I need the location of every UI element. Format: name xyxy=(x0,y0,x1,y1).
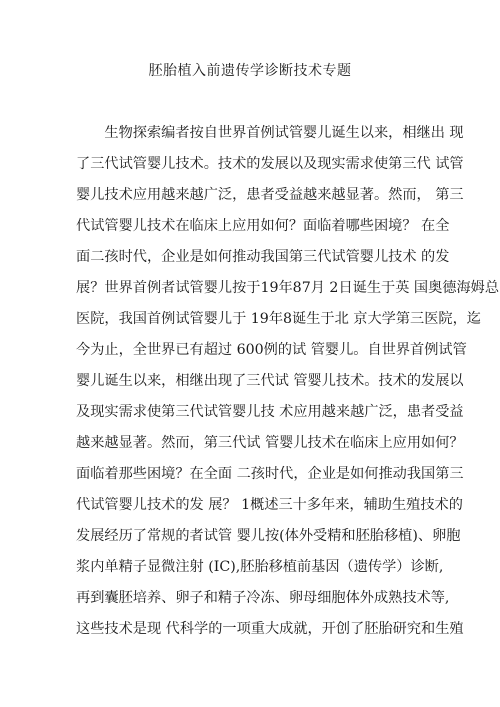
body-line-6: 展？世界首例者试管婴儿按于19年87月 2日诞生于英 国奥德海姆总 xyxy=(76,280,500,296)
body-line-4: 代试管婴儿技术在临床上应用如何？面临着哪些困境？ 在全 xyxy=(76,218,450,234)
body-line-12: 面临着那些困境？在全面 二孩时代，企业是如何推动我国第三 xyxy=(76,466,464,482)
body-line-11: 越来越显著。然而，第三代试 管婴儿技术在临床上应用如何？ xyxy=(76,435,464,451)
body-line-15: 浆内单精子显微注射 (IC),胚胎移植前基因（遗传学）诊断, xyxy=(76,559,444,575)
body-line-14: 发展经历了常规的者试管 婴儿按(体外受精和胚胎移植)、卵胞 xyxy=(76,528,461,544)
body-line-9: 婴儿诞生以来，相继出现了三代试 管婴儿技术。技术的发展以 xyxy=(76,373,464,389)
body-line-10: 及现实需求使第三代试管婴儿技 术应用越来越广泛，患者受益 xyxy=(76,404,464,420)
body-line-1: 生物探索编者按自世界首例试管婴儿诞生以来，相继出 现 xyxy=(76,125,464,141)
body-line-2: 了三代试管婴儿技术。技术的发展以及现实需求使第三代 试管 xyxy=(76,156,464,172)
body-line-17: 这些技术是现 代科学的一项重大成就，开创了胚胎研究和生殖 xyxy=(76,621,464,637)
body-line-16: 再到囊胚培养、卵子和精子冷冻、卵母细胞体外成熟技术等, xyxy=(76,590,450,606)
body-line-3: 婴儿技术应用越来越广泛，患者受益越来越显著。然而， 第三 xyxy=(76,187,464,203)
body-line-5: 面二孩时代，企业是如何推动我国第三代试管婴儿技术 的发 xyxy=(76,249,450,265)
body-line-8: 今为止，全世界已有超过 600例的试 管婴儿。自世界首例试管 xyxy=(76,342,467,358)
body-line-7: 医院，我国首例试管婴儿于 19年8诞生于北 京大学第三医院，迄 xyxy=(76,311,481,327)
body-line-13: 代试管婴儿技术的发 展？ 1概述三十多年来，辅助生殖技术的 xyxy=(76,497,463,513)
document-title: 胚胎植入前遗传学诊断技术专题 xyxy=(148,63,352,79)
